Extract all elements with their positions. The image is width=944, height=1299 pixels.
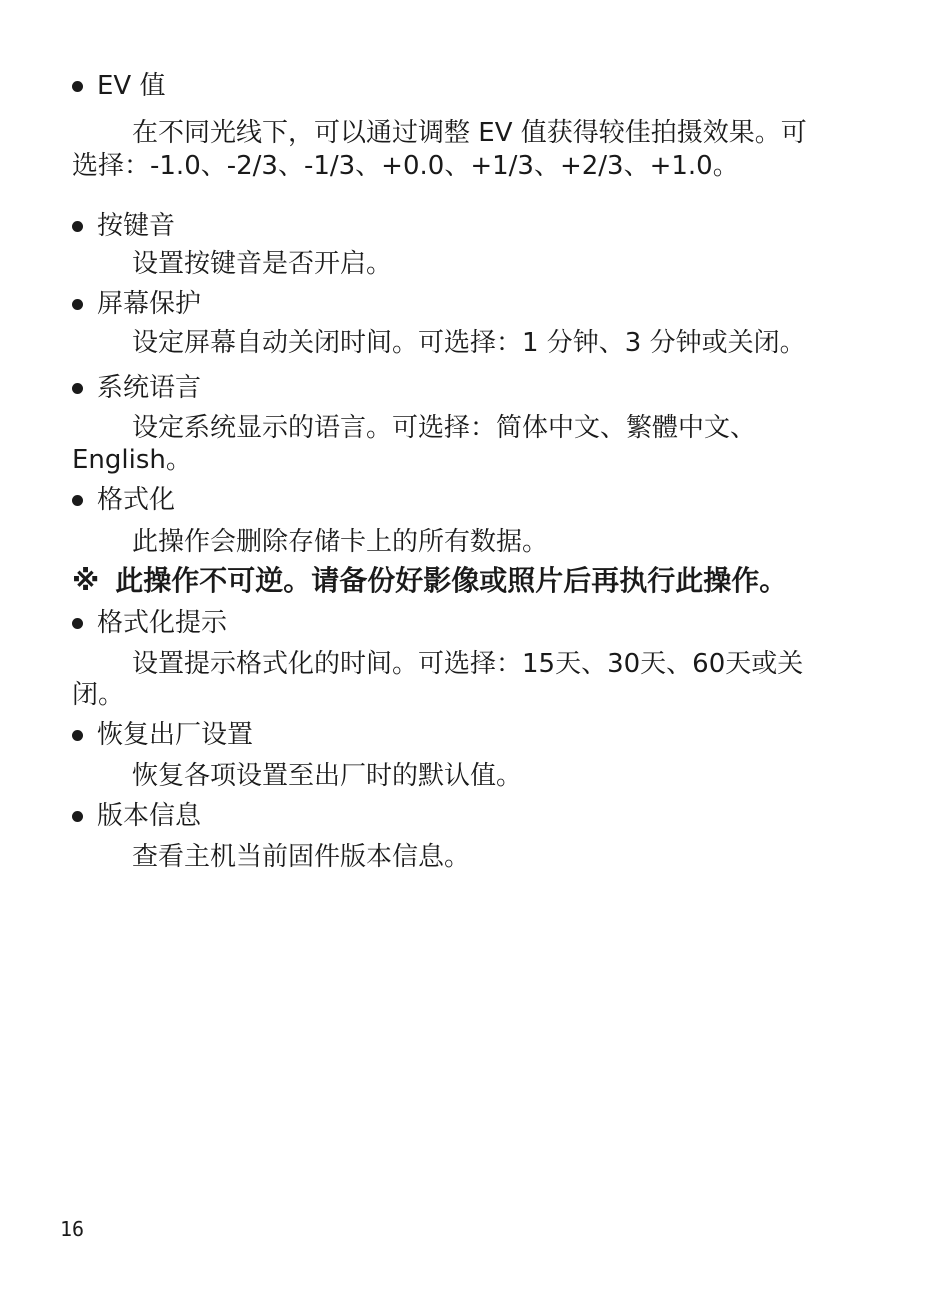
section-body-line: English。 [72, 445, 192, 475]
bullet-icon [72, 618, 83, 629]
bullet-icon [72, 299, 83, 310]
section-body-line: 恢复各项设置至出厂时的默认值。 [132, 761, 523, 791]
section-body-line: 闭。 [72, 680, 125, 710]
bullet-icon [72, 495, 83, 506]
bullet-icon [72, 811, 83, 822]
heading-text: 版本信息 [97, 801, 202, 831]
bullet-icon [72, 730, 83, 741]
page-number: 16 [60, 1217, 85, 1241]
warning-text: 此操作不可逆。请备份好影像或照片后再执行此操作。 [115, 564, 788, 597]
heading-text: 系统语言 [97, 373, 202, 403]
bullet-icon [72, 383, 83, 394]
section-heading-format [72, 484, 175, 516]
heading-text: 恢复出厂设置 [97, 720, 254, 750]
heading-text: 屏幕保护 [97, 289, 202, 319]
section-heading-ev [72, 70, 165, 102]
section-heading-screen-saver [72, 288, 201, 320]
section-heading-format-reminder [72, 607, 227, 639]
section-body-line: 设定系统显示的语言。可选择：简体中文、繁體中文、 [132, 413, 757, 443]
bullet-icon [72, 221, 83, 232]
section-heading-version [72, 800, 201, 832]
section-heading-factory-reset [72, 719, 253, 751]
bullet-icon [72, 81, 83, 92]
section-body-line: 此操作会删除存储卡上的所有数据。 [132, 527, 549, 557]
section-heading-language [72, 372, 201, 404]
section-body-line: 在不同光线下，可以通过调整 EV 值获得较佳拍摄效果。可 [132, 118, 807, 148]
reference-mark-icon: ※ [72, 564, 100, 597]
heading-text: 格式化提示 [97, 608, 228, 638]
heading-text: EV 值 [97, 71, 166, 101]
section-body-line: 选择：-1.0、-2/3、-1/3、+0.0、+1/3、+2/3、+1.0。 [72, 151, 739, 181]
section-heading-key-tone [72, 210, 175, 242]
heading-text: 按键音 [97, 211, 176, 241]
section-body-line: 查看主机当前固件版本信息。 [132, 842, 471, 872]
section-body-line: 设置按键音是否开启。 [132, 249, 393, 279]
heading-text: 格式化 [97, 485, 176, 515]
section-body-line: 设定屏幕自动关闭时间。可选择：1 分钟、3 分钟或关闭。 [132, 328, 806, 358]
warning-note [72, 565, 787, 597]
section-body-line: 设置提示格式化的时间。可选择：15天、30天、60天或关 [132, 649, 804, 679]
